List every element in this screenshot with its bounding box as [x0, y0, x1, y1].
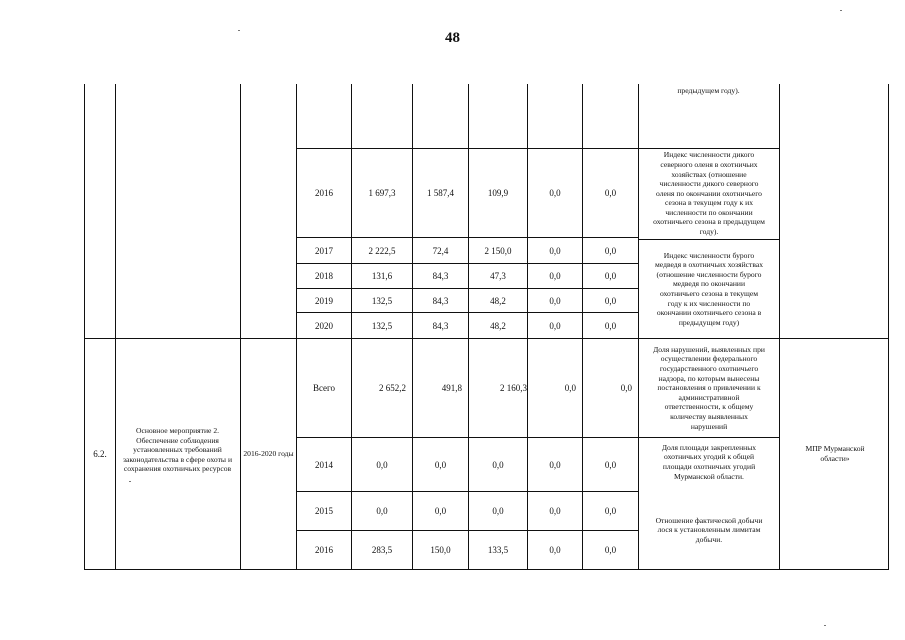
- value-cell: 84,3: [432, 271, 449, 281]
- col-divider-9: [638, 84, 639, 570]
- col-divider-10: [779, 84, 780, 570]
- value-cell: 0,0: [492, 459, 504, 470]
- value-cell: 48,2: [490, 320, 506, 331]
- year-cell: 2020: [315, 320, 333, 331]
- item-period: 2016-2020 годы: [243, 449, 294, 459]
- value-cell: 0,0: [604, 506, 617, 516]
- indicator-bear: Индекс численности бурого медведя в охотничьих хозяйствах (отношение численности бурого медведя по окончании охотничьего сезона в текущем году к их численности по окончании охотничьего сезона в предыдущем году): [655, 250, 763, 327]
- total-cell: 132,5: [371, 295, 393, 306]
- value-cell: 0,0: [492, 506, 504, 516]
- value-cell: 0,0: [604, 245, 617, 256]
- value-cell: 0,0: [549, 545, 561, 555]
- value-cell: 0,0: [564, 383, 576, 393]
- value-cell: 0,0: [549, 506, 561, 516]
- total-cell: 1 697,3: [368, 188, 396, 198]
- value-cell: 109,9: [487, 188, 509, 198]
- value-cell: 84,3: [432, 320, 449, 331]
- item-number: 6.2.: [93, 449, 107, 459]
- value-cell: 0,0: [620, 383, 632, 393]
- year-cell: 2019: [315, 295, 333, 306]
- value-cell: 491,8: [441, 383, 462, 393]
- value-cell: 150,0: [430, 545, 451, 555]
- value-cell: 0,0: [604, 320, 617, 331]
- scan-speck: [238, 30, 240, 31]
- indicator-violations: Доля нарушений, выявленных при осуществлении федерального государственного охотничьего надзора, по которым вынесены постановления о привлечении к административной ответственности, к общему количеству выявленных нарушений: [653, 344, 765, 431]
- table-border-right: [888, 84, 889, 570]
- indicator-area: Доля площади закрепленных охотничьих угодий к общей площади охотничьих угодий Мурманской области.: [661, 442, 757, 481]
- page-number: 48: [445, 30, 460, 46]
- value-cell: 47,3: [490, 271, 506, 281]
- value-cell: 72,4: [432, 245, 449, 256]
- year-cell: 2018: [315, 271, 333, 281]
- total-cell: 283,5: [371, 545, 393, 555]
- value-cell: 0,0: [549, 188, 561, 198]
- item-executor: МПР Мурманской области»: [805, 444, 865, 463]
- value-cell: 1 587,4: [427, 188, 454, 198]
- indicator-moose: Отношение фактической добычи лося к установленным лимитам добычи.: [655, 515, 763, 544]
- table-border-bottom: [84, 569, 889, 570]
- value-cell: 0,0: [549, 459, 561, 470]
- col-divider-1: [115, 84, 116, 570]
- value-cell: 84,3: [432, 295, 449, 306]
- top-note: предыдущем году).: [677, 86, 740, 95]
- year-cell: 2014: [315, 459, 333, 470]
- year-cell: Всего: [312, 383, 336, 393]
- value-cell: 48,2: [490, 295, 506, 306]
- year-cell: 2015: [315, 506, 333, 516]
- total-cell: 0,0: [376, 506, 388, 516]
- year-cell: 2016: [315, 188, 333, 198]
- scan-speck: [840, 10, 842, 11]
- value-cell: 0,0: [549, 271, 561, 281]
- value-cell: 0,0: [434, 459, 447, 470]
- scan-speck: [824, 625, 826, 626]
- total-cell: 2 652,2: [379, 383, 406, 393]
- value-cell: 0,0: [604, 295, 617, 306]
- total-cell: 2 222,5: [368, 245, 396, 256]
- total-cell: 131,6: [371, 271, 393, 281]
- item-name: Основное мероприятие 2. Обеспечение соблюдения установленных требований законодательства в сфере охоты и сохранения охотничьих ресурсов: [122, 426, 233, 474]
- value-cell: 0,0: [604, 459, 617, 470]
- indicator-reindeer: Индекс численности дикого северного оленя в охотничьих хозяйствах (отношение численности дикого северного оленя по окончании охотничьего сезона в текущем году к их численности по окончании охотничьего сезона в предыдущем году).: [653, 150, 765, 237]
- value-cell: 0,0: [549, 320, 561, 331]
- value-cell: 2 150,0: [484, 245, 512, 256]
- value-cell: 0,0: [434, 506, 447, 516]
- value-cell: 0,0: [604, 188, 617, 198]
- value-cell: 0,0: [604, 545, 617, 555]
- year-cell: 2016: [315, 545, 333, 555]
- scan-speck: [129, 481, 131, 482]
- year-cell: 2017: [315, 245, 333, 256]
- value-cell: 133,5: [487, 545, 509, 555]
- value-cell: 2 160,3: [500, 383, 527, 393]
- total-cell: 0,0: [376, 459, 388, 470]
- value-cell: 0,0: [604, 271, 617, 281]
- total-cell: 132,5: [371, 320, 393, 331]
- value-cell: 0,0: [549, 295, 561, 306]
- value-cell: 0,0: [549, 245, 561, 256]
